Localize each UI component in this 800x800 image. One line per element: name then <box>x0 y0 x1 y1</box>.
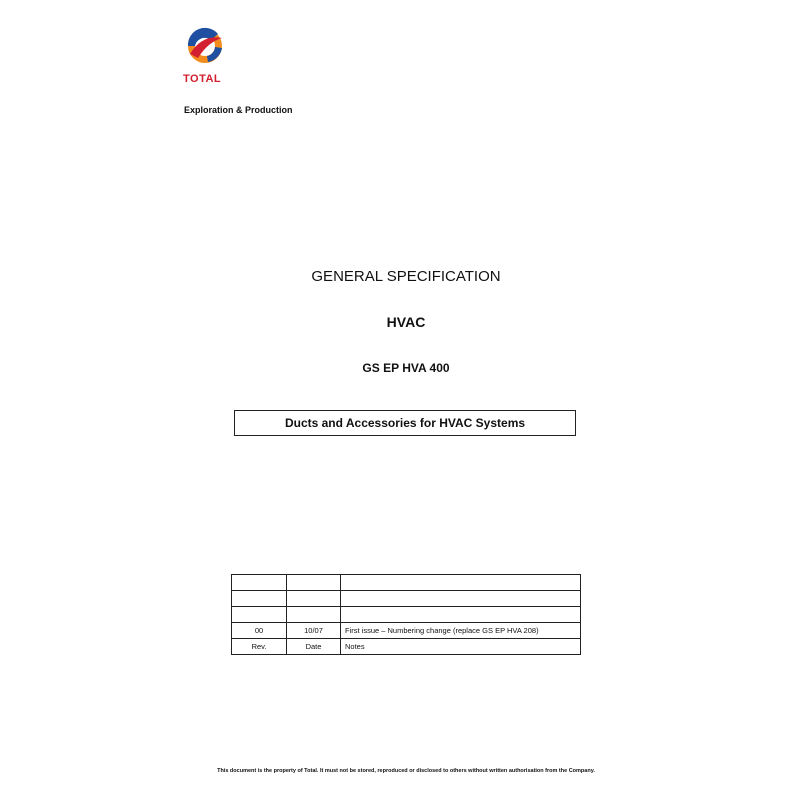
notes-cell <box>341 607 581 623</box>
rev-cell <box>232 575 287 591</box>
notes-cell <box>341 575 581 591</box>
date-header: Date <box>287 639 341 655</box>
rev-cell <box>232 607 287 623</box>
document-type: GENERAL SPECIFICATION <box>311 268 501 285</box>
confidentiality-footer: This document is the property of Total. It must not be stored, reproduced or disclosed to others without written authorisation from the Company. <box>217 768 595 774</box>
document-topic: HVAC <box>386 314 426 330</box>
document-code: GS EP HVA 400 <box>362 361 450 375</box>
revision-table <box>231 574 581 655</box>
notes-cell <box>341 591 581 607</box>
date-cell: 10/07 <box>287 623 341 639</box>
table-row <box>232 607 581 623</box>
date-cell <box>287 607 341 623</box>
table-row <box>232 591 581 607</box>
table-row <box>232 575 581 591</box>
document-title-box <box>234 410 576 436</box>
table-header-row <box>232 639 581 655</box>
rev-header: Rev. <box>232 639 287 655</box>
notes-cell: First issue – Numbering change (replace GS EP HVA 208) <box>341 623 581 639</box>
logo-wordmark: TOTAL <box>183 73 222 85</box>
document-title: Ducts and Accessories for HVAC Systems <box>284 416 526 430</box>
table-row <box>232 623 581 639</box>
rev-cell: 00 <box>232 623 287 639</box>
date-cell <box>287 591 341 607</box>
notes-header: Notes <box>341 639 581 655</box>
division-label: Exploration & Production <box>184 105 293 115</box>
rev-cell <box>232 591 287 607</box>
date-cell <box>287 575 341 591</box>
